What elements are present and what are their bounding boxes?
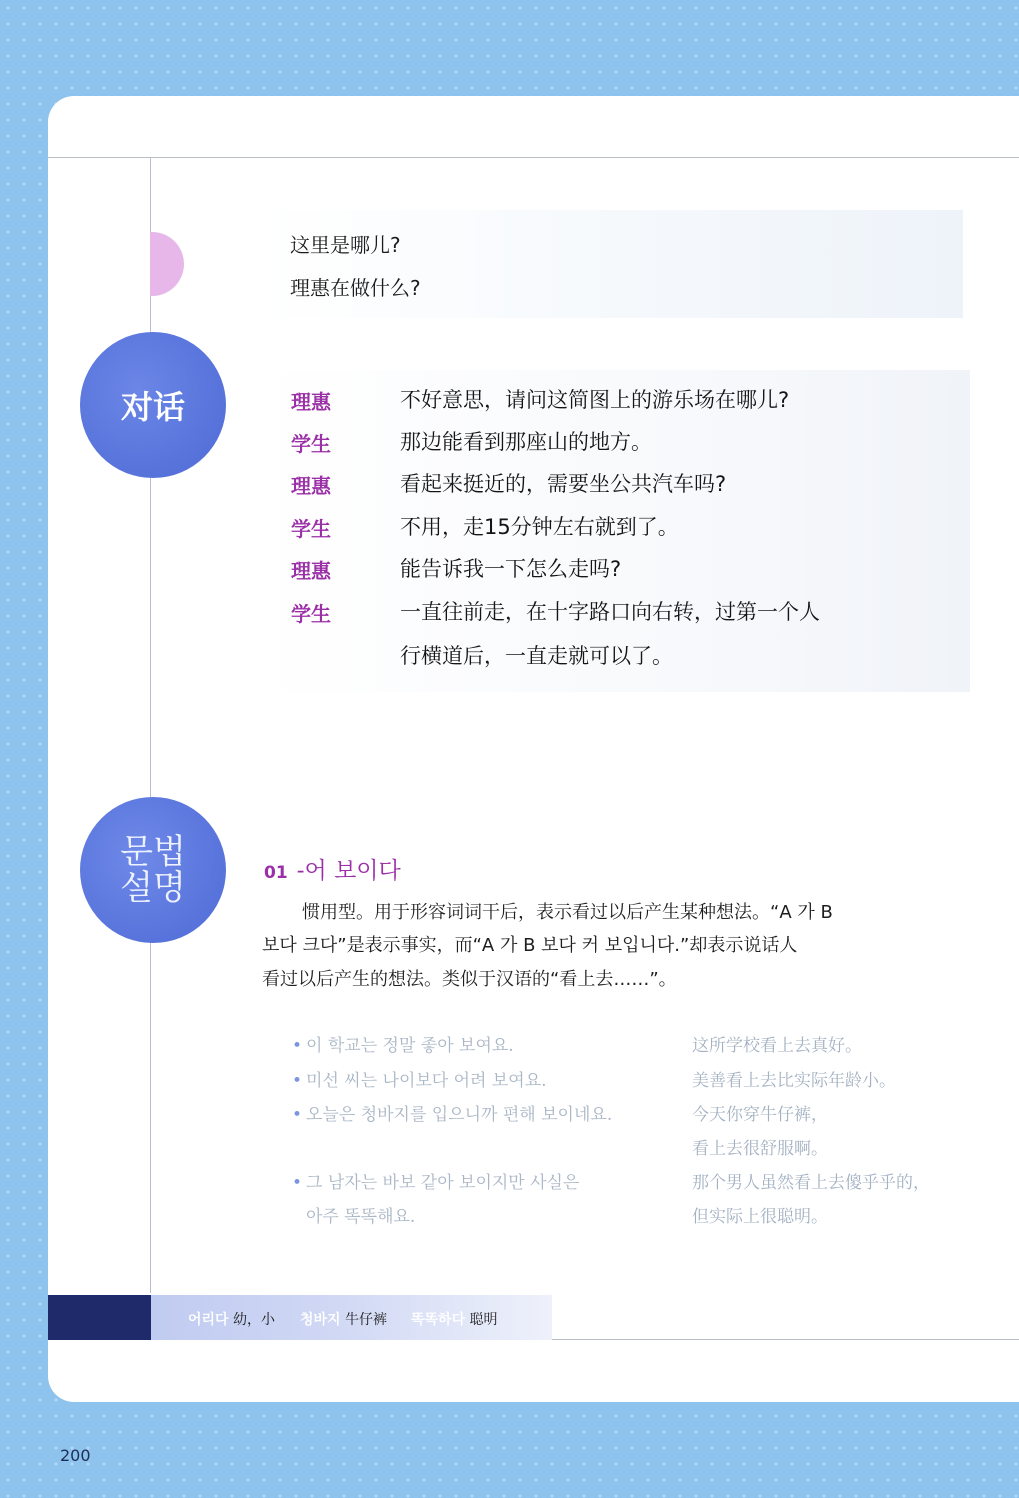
dialog-line-continuation: 行横道后，一直走就可以了。 — [400, 644, 673, 668]
grammar-section-badge — [80, 797, 226, 943]
vocab-chinese: 幼，小 — [233, 1312, 276, 1328]
dialog-speaker: 学生 — [291, 432, 331, 456]
vocab-item — [300, 1309, 387, 1329]
grammar-explanation-line: 보다 크다”是表示事实，而“A 가 B 보다 커 보입니다.”却表示说话人 — [262, 935, 798, 956]
top-rule — [48, 157, 1019, 158]
example-chinese: 今天你穿牛仔裤， — [692, 1105, 828, 1125]
vocab-chinese: 牛仔裤 — [345, 1312, 388, 1328]
vocab-korean: 청바지 — [300, 1312, 341, 1328]
vocab-item — [411, 1309, 498, 1329]
grammar-heading — [264, 852, 401, 885]
grammar-section-label-line2: 설명 — [120, 868, 186, 908]
intro-question-1: 这里是哪儿? — [290, 233, 401, 257]
grammar-explanation-line: 看过以后产生的想法。类似于汉语的“看上去……”。 — [262, 969, 677, 990]
vocab-bar-dark-block — [48, 1295, 151, 1340]
example-korean: • 이 학교는 정말 좋아 보여요. — [292, 1036, 514, 1056]
grammar-section-label-line1: 문법 — [120, 832, 186, 872]
dialog-speaker: 学生 — [291, 517, 331, 541]
dialog-section-label: 对话 — [120, 388, 185, 426]
example-korean: • 오늘은 청바지를 입으니까 편해 보이네요. — [292, 1105, 613, 1125]
vocab-korean: 똑똑하다 — [411, 1312, 466, 1328]
bullet-icon: • — [292, 1036, 303, 1056]
dialog-line: 能告诉我一下怎么走吗? — [400, 557, 622, 581]
dialog-speaker: 理惠 — [291, 390, 331, 414]
intro-question-2: 理惠在做什么? — [290, 276, 421, 300]
grammar-explanation-line: 惯用型。用于形容词词干后，表示看过以后产生某种想法。“A 가 B — [302, 902, 833, 923]
vocab-item — [188, 1309, 275, 1329]
vocab-chinese: 聪明 — [469, 1312, 498, 1328]
example-chinese: 但实际上很聪明。 — [692, 1207, 828, 1227]
example-korean: 아주 똑똑해요. — [306, 1207, 416, 1227]
dialog-line: 不用，走15分钟左右就到了。 — [400, 515, 679, 539]
example-chinese: 美善看上去比实际年龄小。 — [692, 1071, 896, 1091]
dialog-speaker: 学生 — [291, 602, 331, 626]
dialog-speaker: 理惠 — [291, 559, 331, 583]
bullet-icon: • — [292, 1071, 303, 1091]
bullet-icon: • — [292, 1173, 303, 1193]
dialog-line: 一直往前走，在十字路口向右转，过第一个人 — [400, 600, 820, 624]
dialog-section-badge — [80, 332, 226, 478]
intro-panel — [258, 210, 963, 318]
grammar-title: -어 보이다 — [296, 858, 401, 884]
dialog-speaker: 理惠 — [291, 474, 331, 498]
dialog-line: 看起来挺近的，需要坐公共汽车吗? — [400, 472, 727, 496]
dialog-line: 那边能看到那座山的地方。 — [400, 430, 652, 454]
example-chinese: 那个男人虽然看上去傻乎乎的， — [692, 1173, 930, 1193]
dialog-line: 不好意思，请问这简图上的游乐场在哪儿? — [400, 388, 790, 412]
vocab-korean: 어리다 — [188, 1312, 229, 1328]
page-number: 200 — [60, 1446, 91, 1465]
example-korean: • 미선 씨는 나이보다 어려 보여요. — [292, 1071, 547, 1091]
example-korean: • 그 남자는 바보 같아 보이지만 사실은 — [292, 1173, 580, 1193]
vertical-rule — [150, 157, 151, 1293]
grammar-number: 01 — [264, 863, 288, 883]
bullet-icon: • — [292, 1105, 303, 1125]
example-chinese: 看上去很舒服啊。 — [692, 1139, 828, 1159]
example-chinese: 这所学校看上去真好。 — [692, 1036, 862, 1056]
